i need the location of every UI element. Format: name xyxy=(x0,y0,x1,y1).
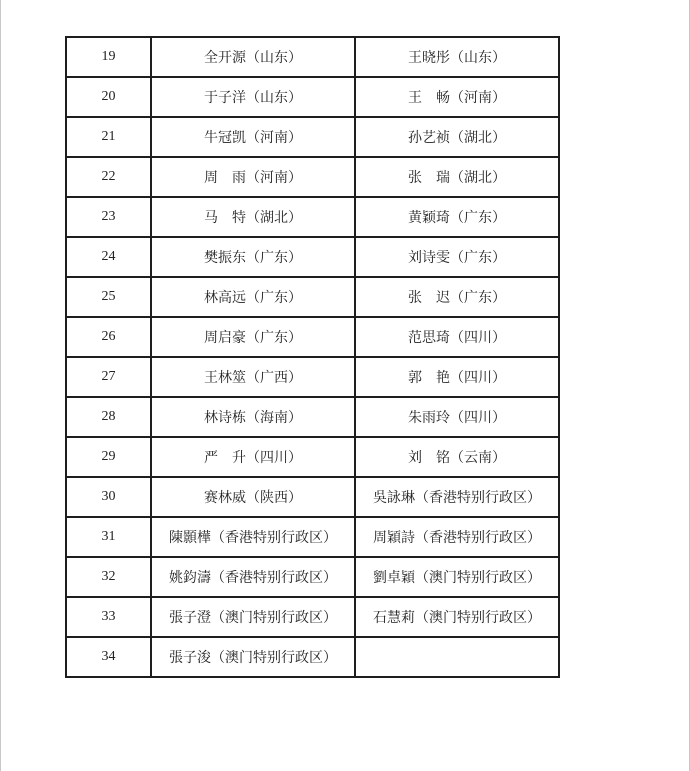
table-row xyxy=(66,597,559,637)
table-row xyxy=(66,317,559,357)
table-row xyxy=(66,557,559,597)
table-row xyxy=(66,157,559,197)
row-number-cell: 29 xyxy=(66,437,151,477)
table-row xyxy=(66,517,559,557)
table-row xyxy=(66,117,559,157)
athlete-cell-right: 张 瑞（湖北） xyxy=(355,157,559,197)
athlete-cell-left: 陳顥樺（香港特别行政区） xyxy=(151,517,355,557)
athlete-cell-left: 周启豪（广东） xyxy=(151,317,355,357)
table-row xyxy=(66,277,559,317)
row-number-cell: 28 xyxy=(66,397,151,437)
athlete-cell-left: 姚鈞濤（香港特别行政区） xyxy=(151,557,355,597)
row-number-cell: 22 xyxy=(66,157,151,197)
athlete-roster-table xyxy=(65,36,560,678)
row-number-cell: 19 xyxy=(66,37,151,77)
row-number-cell: 21 xyxy=(66,117,151,157)
athlete-cell-right: 黄颖琦（广东） xyxy=(355,197,559,237)
athlete-cell-right xyxy=(355,637,559,677)
table-row xyxy=(66,197,559,237)
athlete-cell-left: 马 特（湖北） xyxy=(151,197,355,237)
row-number-cell: 31 xyxy=(66,517,151,557)
row-number-cell: 26 xyxy=(66,317,151,357)
athlete-cell-right: 王晓彤（山东） xyxy=(355,37,559,77)
table-row xyxy=(66,637,559,677)
row-number-cell: 25 xyxy=(66,277,151,317)
table-row xyxy=(66,37,559,77)
athlete-cell-left: 严 升（四川） xyxy=(151,437,355,477)
athlete-cell-right: 吳詠琳（香港特别行政区） xyxy=(355,477,559,517)
athlete-cell-right: 范思琦（四川） xyxy=(355,317,559,357)
athlete-cell-left: 牛冠凯（河南） xyxy=(151,117,355,157)
table-row xyxy=(66,77,559,117)
athlete-cell-left: 王林筮（广西） xyxy=(151,357,355,397)
athlete-cell-right: 刘 铭（云南） xyxy=(355,437,559,477)
athlete-cell-right: 王 畅（河南） xyxy=(355,77,559,117)
athlete-cell-right: 孙艺祯（湖北） xyxy=(355,117,559,157)
athlete-cell-left: 赛林威（陕西） xyxy=(151,477,355,517)
athlete-cell-right: 郭 艳（四川） xyxy=(355,357,559,397)
row-number-cell: 24 xyxy=(66,237,151,277)
table-row xyxy=(66,237,559,277)
athlete-cell-left: 張子澄（澳门特别行政区） xyxy=(151,597,355,637)
row-number-cell: 34 xyxy=(66,637,151,677)
row-number-cell: 33 xyxy=(66,597,151,637)
table-row xyxy=(66,477,559,517)
athlete-cell-left: 樊振东（广东） xyxy=(151,237,355,277)
athlete-cell-left: 林高远（广东） xyxy=(151,277,355,317)
row-number-cell: 32 xyxy=(66,557,151,597)
athlete-cell-right: 石慧莉（澳门特别行政区） xyxy=(355,597,559,637)
athlete-cell-right: 朱雨玲（四川） xyxy=(355,397,559,437)
athlete-cell-left: 周 雨（河南） xyxy=(151,157,355,197)
athlete-cell-right: 刘诗雯（广东） xyxy=(355,237,559,277)
athlete-cell-right: 周穎詩（香港特别行政区） xyxy=(355,517,559,557)
row-number-cell: 23 xyxy=(66,197,151,237)
athlete-cell-left: 全开源（山东） xyxy=(151,37,355,77)
row-number-cell: 30 xyxy=(66,477,151,517)
athlete-cell-right: 劉卓穎（澳门特别行政区） xyxy=(355,557,559,597)
athlete-cell-left: 張子浚（澳门特别行政区） xyxy=(151,637,355,677)
table-row xyxy=(66,437,559,477)
athlete-cell-right: 张 迟（广东） xyxy=(355,277,559,317)
table-row xyxy=(66,397,559,437)
roster-table-body xyxy=(66,37,559,677)
athlete-cell-left: 林诗栋（海南） xyxy=(151,397,355,437)
row-number-cell: 20 xyxy=(66,77,151,117)
row-number-cell: 27 xyxy=(66,357,151,397)
table-row xyxy=(66,357,559,397)
athlete-cell-left: 于子洋（山东） xyxy=(151,77,355,117)
